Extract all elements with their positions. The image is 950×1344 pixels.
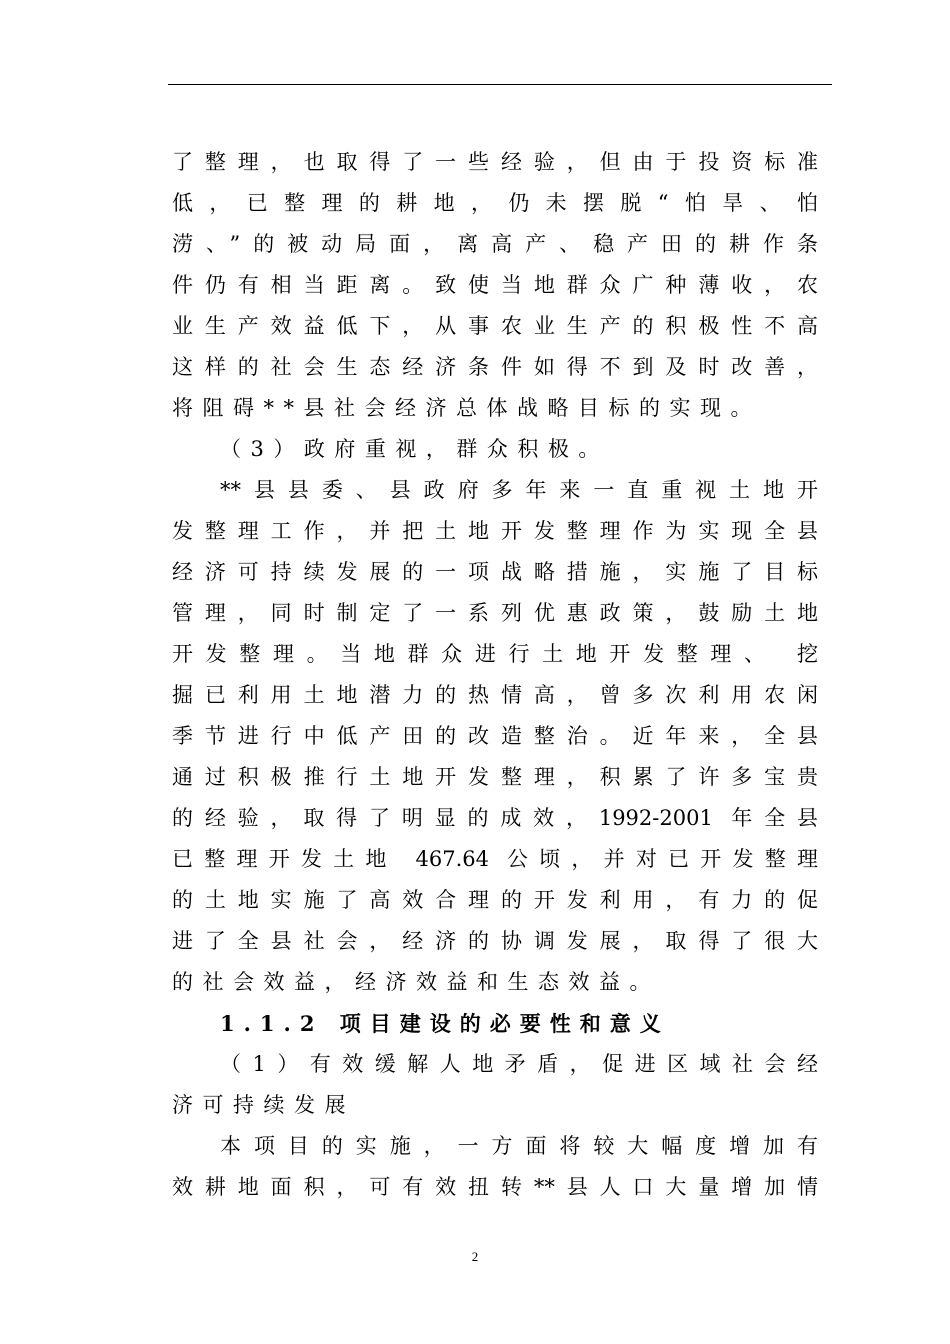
text-line: 掘已利用土地潜力的热情高，曾多次利用农闲 xyxy=(172,683,818,707)
text-line: 的经验，取得了明显的成效，1992-2001 年全县 xyxy=(172,806,818,830)
paragraph-first-line: **县县委、县政府多年来一直重视土地开 xyxy=(220,478,818,502)
text-line: 进了全县社会，经济的协调发展，取得了很大 xyxy=(172,929,818,953)
text-line: 经济可持续发展的一项战略措施，实施了目标 xyxy=(172,560,818,584)
text-line: 管理，同时制定了一系列优惠政策，鼓励土地 xyxy=(172,601,818,625)
document-body xyxy=(172,142,818,1208)
text-line: 的土地实施了高效合理的开发利用，有力的促 xyxy=(172,888,818,912)
text-line: 涝、”的被动局面，离高产、稳产田的耕作条 xyxy=(172,232,818,256)
text-line: 了整理，也取得了一些经验，但由于投资标准 xyxy=(172,150,818,174)
text-line: 将阻碍**县社会经济总体战略目标的实现。 xyxy=(172,396,761,420)
subsection-heading: （1）有效缓解人地矛盾，促进区域社会经 xyxy=(220,1052,818,1076)
text-line: 发整理工作，并把土地开发整理作为实现全县 xyxy=(172,519,818,543)
text-line: 件仍有相当距离。致使当地群众广种薄收，农 xyxy=(172,273,818,297)
text-line: 的社会效益，经济效益和生态效益。 xyxy=(172,970,660,994)
text-line: 济可持续发展 xyxy=(172,1093,355,1117)
text-line: 效耕地面积，可有效扭转**县人口大量增加情 xyxy=(172,1175,818,1199)
paragraph-first-line: 本项目的实施，一方面将较大幅度增加有 xyxy=(220,1134,818,1158)
text-line: 这样的社会生态经济条件如得不到及时改善， xyxy=(172,355,818,379)
text-line: 通过积极推行土地开发整理，积累了许多宝贵 xyxy=(172,765,818,789)
subsection-heading: （3）政府重视，群众积极。 xyxy=(220,437,609,461)
text-line: 低，已整理的耕地，仍未摆脱“怕旱、怕 xyxy=(172,191,818,215)
header-rule xyxy=(168,84,832,85)
text-line: 业生产效益低下，从事农业生产的积极性不高 xyxy=(172,314,818,338)
text-line: 季节进行中低产田的改造整治。近年来，全县 xyxy=(172,724,818,748)
section-heading: 1.1.2 项目建设的必要性和意义 xyxy=(220,1011,670,1036)
text-line: 开发整理。当地群众进行土地开发整理、 挖 xyxy=(172,642,818,666)
page-number: 2 xyxy=(471,1249,479,1264)
text-line: 已整理开发土地 467.64 公顷，并对已开发整理 xyxy=(172,847,818,871)
